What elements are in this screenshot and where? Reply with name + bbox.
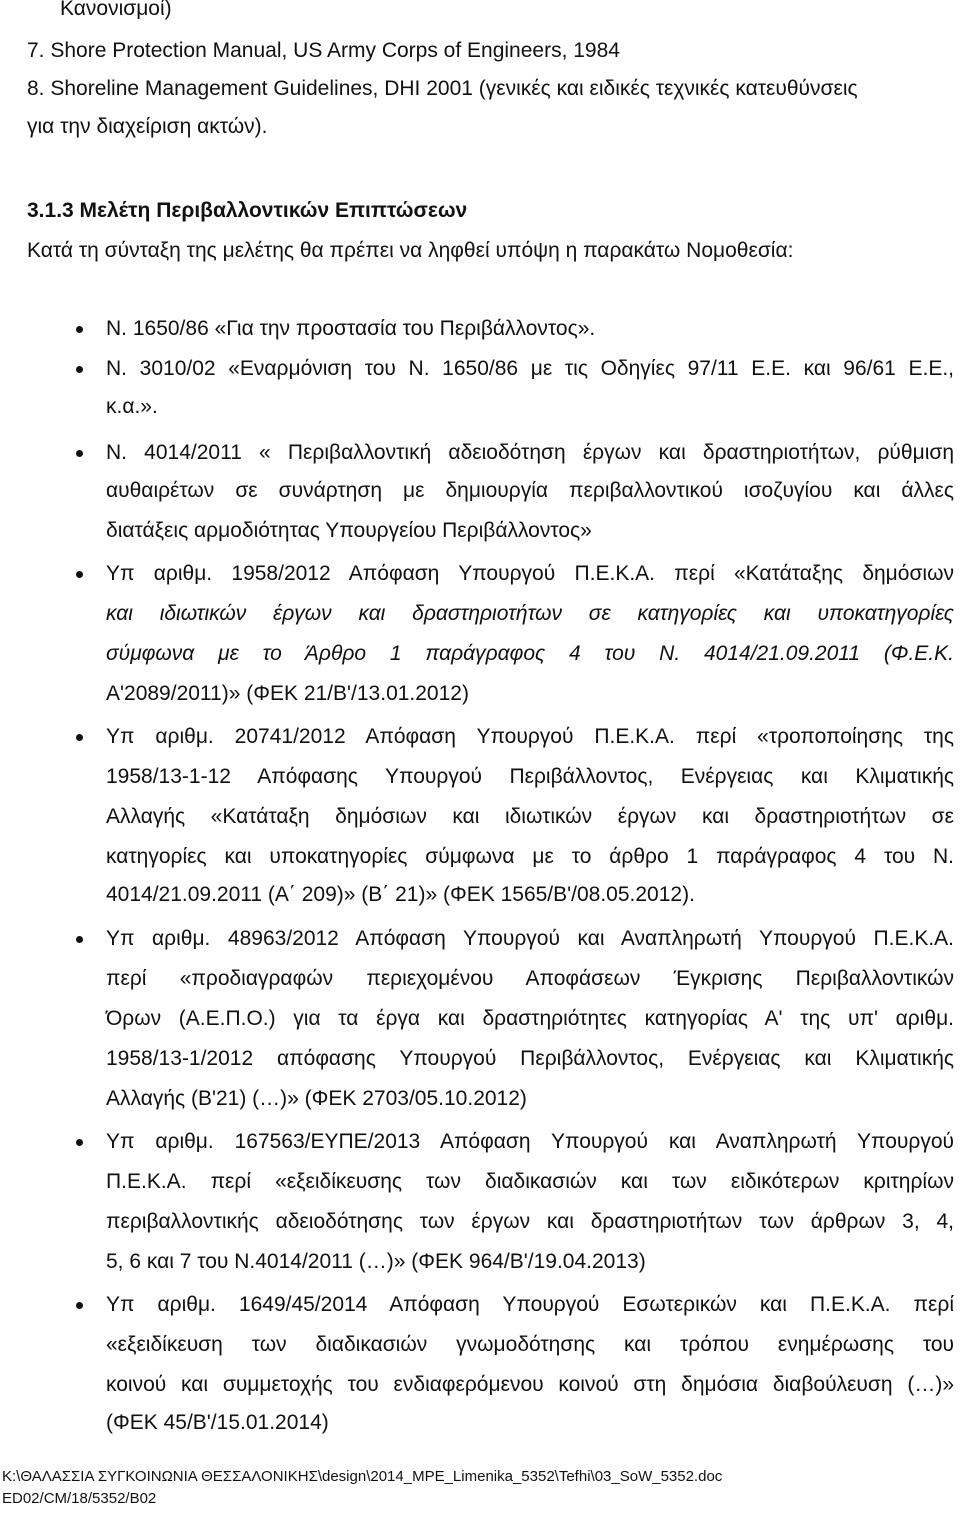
bullet-item-4-line-2: και ιδιωτικών έργων και δραστηριοτήτων σε κατηγορίες και υποκατηγορίες [106, 602, 954, 625]
bullet-item-4-line-1: Υπ αριθμ. 1958/2012 Απόφαση Υπουργού Π.Ε.Κ.Α. περί «Κατάταξης δημόσιων [106, 562, 954, 585]
bullet-item-7-line-2: Π.Ε.Κ.Α. περί «εξειδίκευσης των διαδικασιών και των ειδικότερων κριτηρίων [106, 1170, 954, 1193]
bullet-dot [76, 1139, 83, 1146]
bullet-item-4-line-3: σύμφωνα με το Άρθρο 1 παράγραφος 4 του Ν. 4014/21.09.2011 (Φ.Ε.Κ. [106, 642, 954, 665]
bullet-item-5-line-1: Υπ αριθμ. 20741/2012 Απόφαση Υπουργού Π.Ε.Κ.Α. περί «τροποποίησης της [106, 725, 954, 748]
bullet-item-8-line-3: κοινού και συμμετοχής του ενδιαφερόμενου κοινού στη δημόσια διαβούλευση (…)» [106, 1373, 954, 1396]
bullet-item-8-line-1: Υπ αριθμ. 1649/45/2014 Απόφαση Υπουργού Εσωτερικών και Π.Ε.Κ.Α. περί [106, 1293, 954, 1316]
bullet-dot [76, 1302, 83, 1309]
reference-item-8: 8. Shoreline Management Guidelines, DHI 2001 (γενικές και ειδικές τεχνικές κατευθύνσεις [27, 77, 858, 100]
bullet-item-4-line-4: Α'2089/2011)» (ΦΕΚ 21/Β'/13.01.2012) [106, 682, 469, 705]
bullet-item-6-line-2: περί «προδιαγραφών περιεχομένου Αποφάσεων Έγκρισης Περιβαλλοντικών [106, 967, 954, 990]
bullet-item-5-line-5: 4014/21.09.2011 (Α΄ 209)» (Β΄ 21)» (ΦΕΚ 1565/Β'/08.05.2012). [106, 883, 695, 906]
reference-item-7: 7. Shore Protection Manual, US Army Corps of Engineers, 1984 [27, 39, 620, 62]
bullet-item-3-line-1: Ν. 4014/2011 « Περιβαλλοντική αδειοδότηση έργων και δραστηριοτήτων, ρύθμιση [106, 441, 954, 464]
bullet-item-8-line-4: (ΦΕΚ 45/Β'/15.01.2014) [106, 1411, 329, 1434]
bullet-item-1-line-1: Ν. 1650/86 «Για την προστασία του Περιβάλλοντος». [106, 317, 596, 340]
bullet-dot [76, 326, 83, 333]
bullet-dot [76, 734, 83, 741]
reference-item-8-continued: για την διαχείριση ακτών). [27, 115, 268, 138]
bullet-item-3-line-2: αυθαιρέτων σε συνάρτηση με δημιουργία περιβαλλοντικού ισοζυγίου και άλλες [106, 479, 954, 502]
bullet-item-2-line-1: Ν. 3010/02 «Εναρμόνιση του Ν. 1650/86 με τις Οδηγίες 97/11 Ε.Ε. και 96/61 Ε.Ε., [106, 357, 954, 380]
bullet-item-5-line-4: κατηγορίες και υποκατηγορίες σύμφωνα με το άρθρο 1 παράγραφος 4 του Ν. [106, 845, 954, 868]
bullet-item-6-line-3: Όρων (Α.Ε.Π.Ο.) για τα έργα και δραστηριότητες κατηγορίας Α' της υπ' αριθμ. [106, 1007, 954, 1030]
bullet-dot [76, 366, 83, 373]
bullet-item-3-line-3: διατάξεις αρμοδιότητας Υπουργείου Περιβάλλοντος» [106, 519, 592, 542]
bullet-item-6-line-5: Αλλαγής (Β'21) (…)» (ΦΕΚ 2703/05.10.2012) [106, 1087, 527, 1110]
bullet-dot [76, 571, 83, 578]
section-intro: Κατά τη σύνταξη της μελέτης θα πρέπει να ληφθεί υπόψη η παρακάτω Νομοθεσία: [27, 239, 794, 262]
bullet-item-6-line-4: 1958/13-1/2012 απόφασης Υπουργού Περιβάλλοντος, Ενέργειας και Κλιματικής [106, 1047, 954, 1070]
bullet-item-5-line-3: Αλλαγής «Κατάταξη δημόσιων και ιδιωτικών έργων και δραστηριοτήτων σε [106, 805, 954, 828]
continued-text-line: Κανονισμοί) [60, 0, 172, 20]
bullet-item-6-line-1: Υπ αριθμ. 48963/2012 Απόφαση Υπουργού και Αναπληρωτή Υπουργού Π.Ε.Κ.Α. [106, 927, 954, 950]
bullet-item-7-line-1: Υπ αριθμ. 167563/ΕΥΠΕ/2013 Απόφαση Υπουργού και Αναπληρωτή Υπουργού [106, 1130, 954, 1153]
bullet-item-2-line-2: κ.α.». [106, 395, 158, 418]
footer-document-code: ED02/CM/18/5352/B02 [2, 1490, 157, 1507]
bullet-item-5-line-2: 1958/13-1-12 Απόφασης Υπουργού Περιβάλλοντος, Ενέργειας και Κλιματικής [106, 765, 954, 788]
bullet-dot [76, 936, 83, 943]
bullet-item-8-line-2: «εξειδίκευση των διαδικασιών γνωμοδότησης και τρόπου ενημέρωσης του [106, 1333, 954, 1356]
bullet-dot [76, 450, 83, 457]
footer-file-path: K:\ΘΑΛΑΣΣΙΑ ΣΥΓΚΟΙΝΩΝΙΑ ΘΕΣΣΑΛΟΝΙΚΗΣ\design\2014_MPE_Limenika_5352\Tefhi\03_SoW_5352.doc [2, 1468, 723, 1485]
bullet-item-7-line-3: περιβαλλοντικής αδειοδότησης των έργων και δραστηριοτήτων των άρθρων 3, 4, [106, 1210, 954, 1233]
bullet-item-7-line-4: 5, 6 και 7 του Ν.4014/2011 (…)» (ΦΕΚ 964/Β'/19.04.2013) [106, 1250, 646, 1273]
section-heading: 3.1.3 Μελέτη Περιβαλλοντικών Επιπτώσεων [27, 199, 468, 222]
